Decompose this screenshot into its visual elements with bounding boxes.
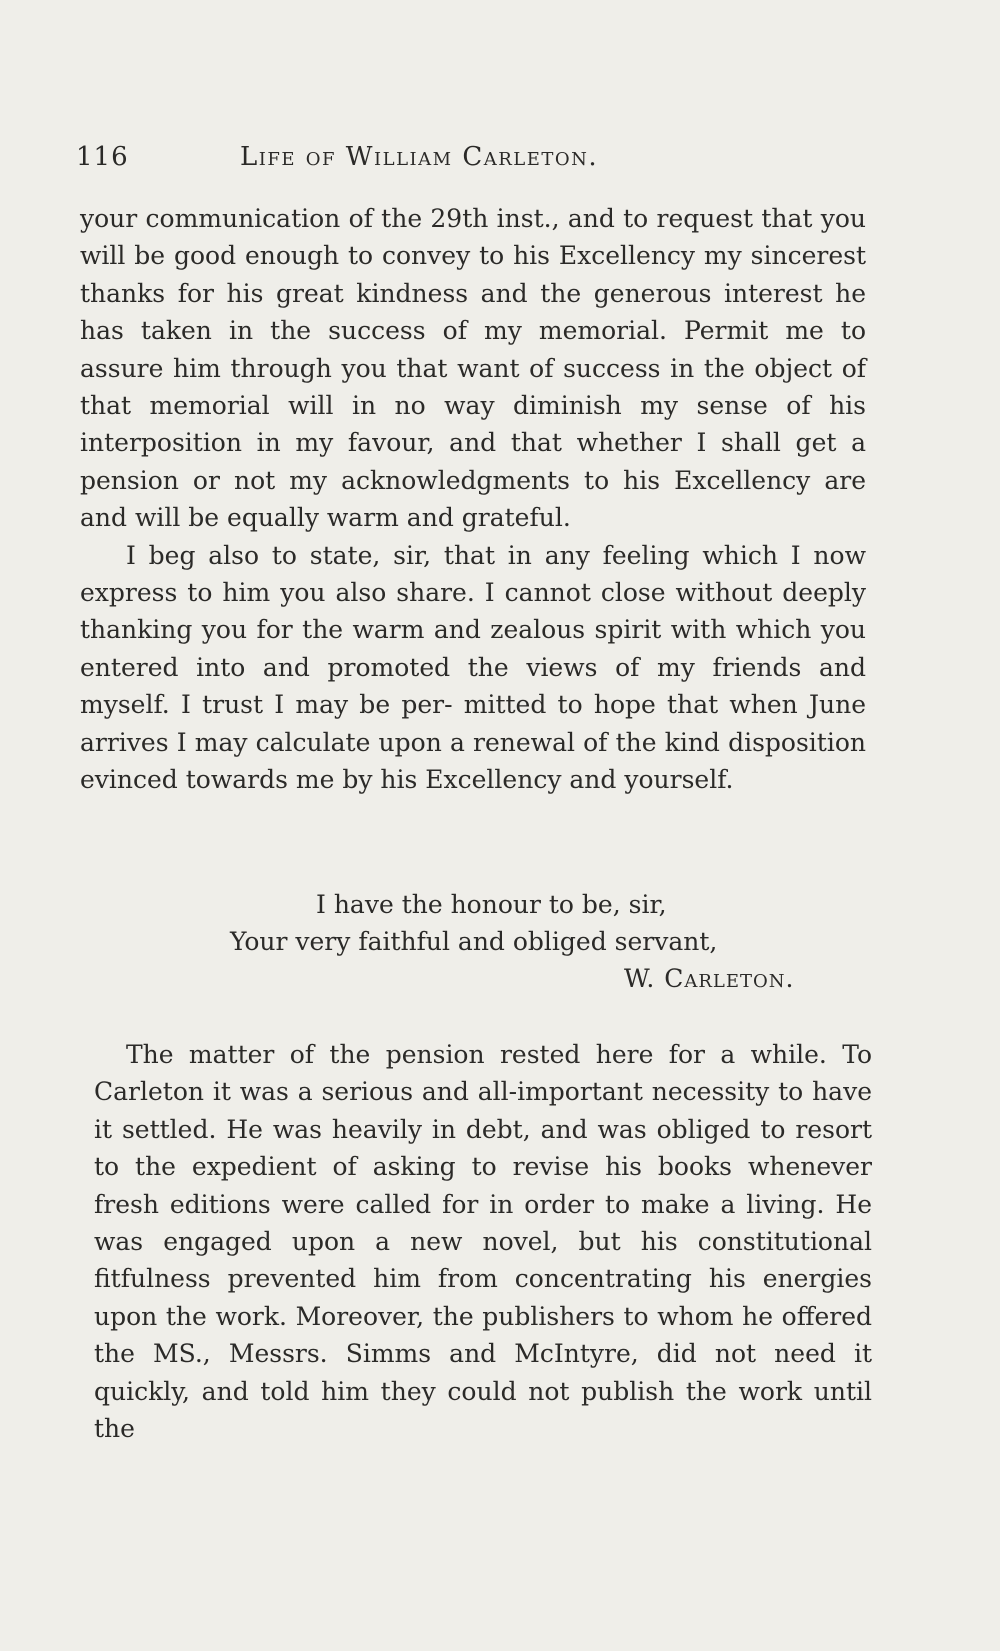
letter-closing-line: Your very faithful and obliged servant, xyxy=(230,927,718,956)
page-number: 116 xyxy=(76,142,129,172)
narrative-body xyxy=(94,1036,872,1447)
letter-body xyxy=(80,200,866,993)
page-header xyxy=(76,142,876,182)
running-title: Life of William Carleton. xyxy=(240,142,599,172)
letter-paragraph: I beg also to state, sir, that in any feeling which I now express to him you also share. I cannot close without deeply thanking you for the warm and zealous spirit with which you entered into and promoted the views of my friends and myself. I trust I may be per- mitted to hope that when June arrives I may calculate upon a renewal of the kind disposition evinced towards me by his Excellency and yourself. xyxy=(80,540,866,795)
letter-paragraph: your communication of the 29th inst., and to request that you will be good enough to convey to his Excellency my sincerest thanks for his great kindness and the generous interest he has taken in the success of my memorial. Permit me to assure him through you that want of success in the object of that memorial will in no way diminish my sense of his interposition in my favour, and that whether I shall get a pension or not my acknowledgments to his Excellency are and will be equally warm and grateful. xyxy=(80,204,866,533)
letter-closing-line: I have the honour to be, sir, xyxy=(316,890,667,919)
letter-signature: W. Carleton. xyxy=(624,964,795,993)
narrative-paragraph: The matter of the pension rested here for a while. To Carleton it was a serious and all-important necessity to have it settled. He was heavily in debt, and was obliged to resort to the expedient of asking to revise his books whenever fresh editions were called for in order to make a living. He was engaged upon a new novel, but his constitutional fitfulness prevented him from concentrating his energies upon the work. Moreover, the publishers to whom he offered the MS., Messrs. Simms and McIntyre, did not need it quickly, and told him they could not publish the work until the xyxy=(94,1040,872,1444)
